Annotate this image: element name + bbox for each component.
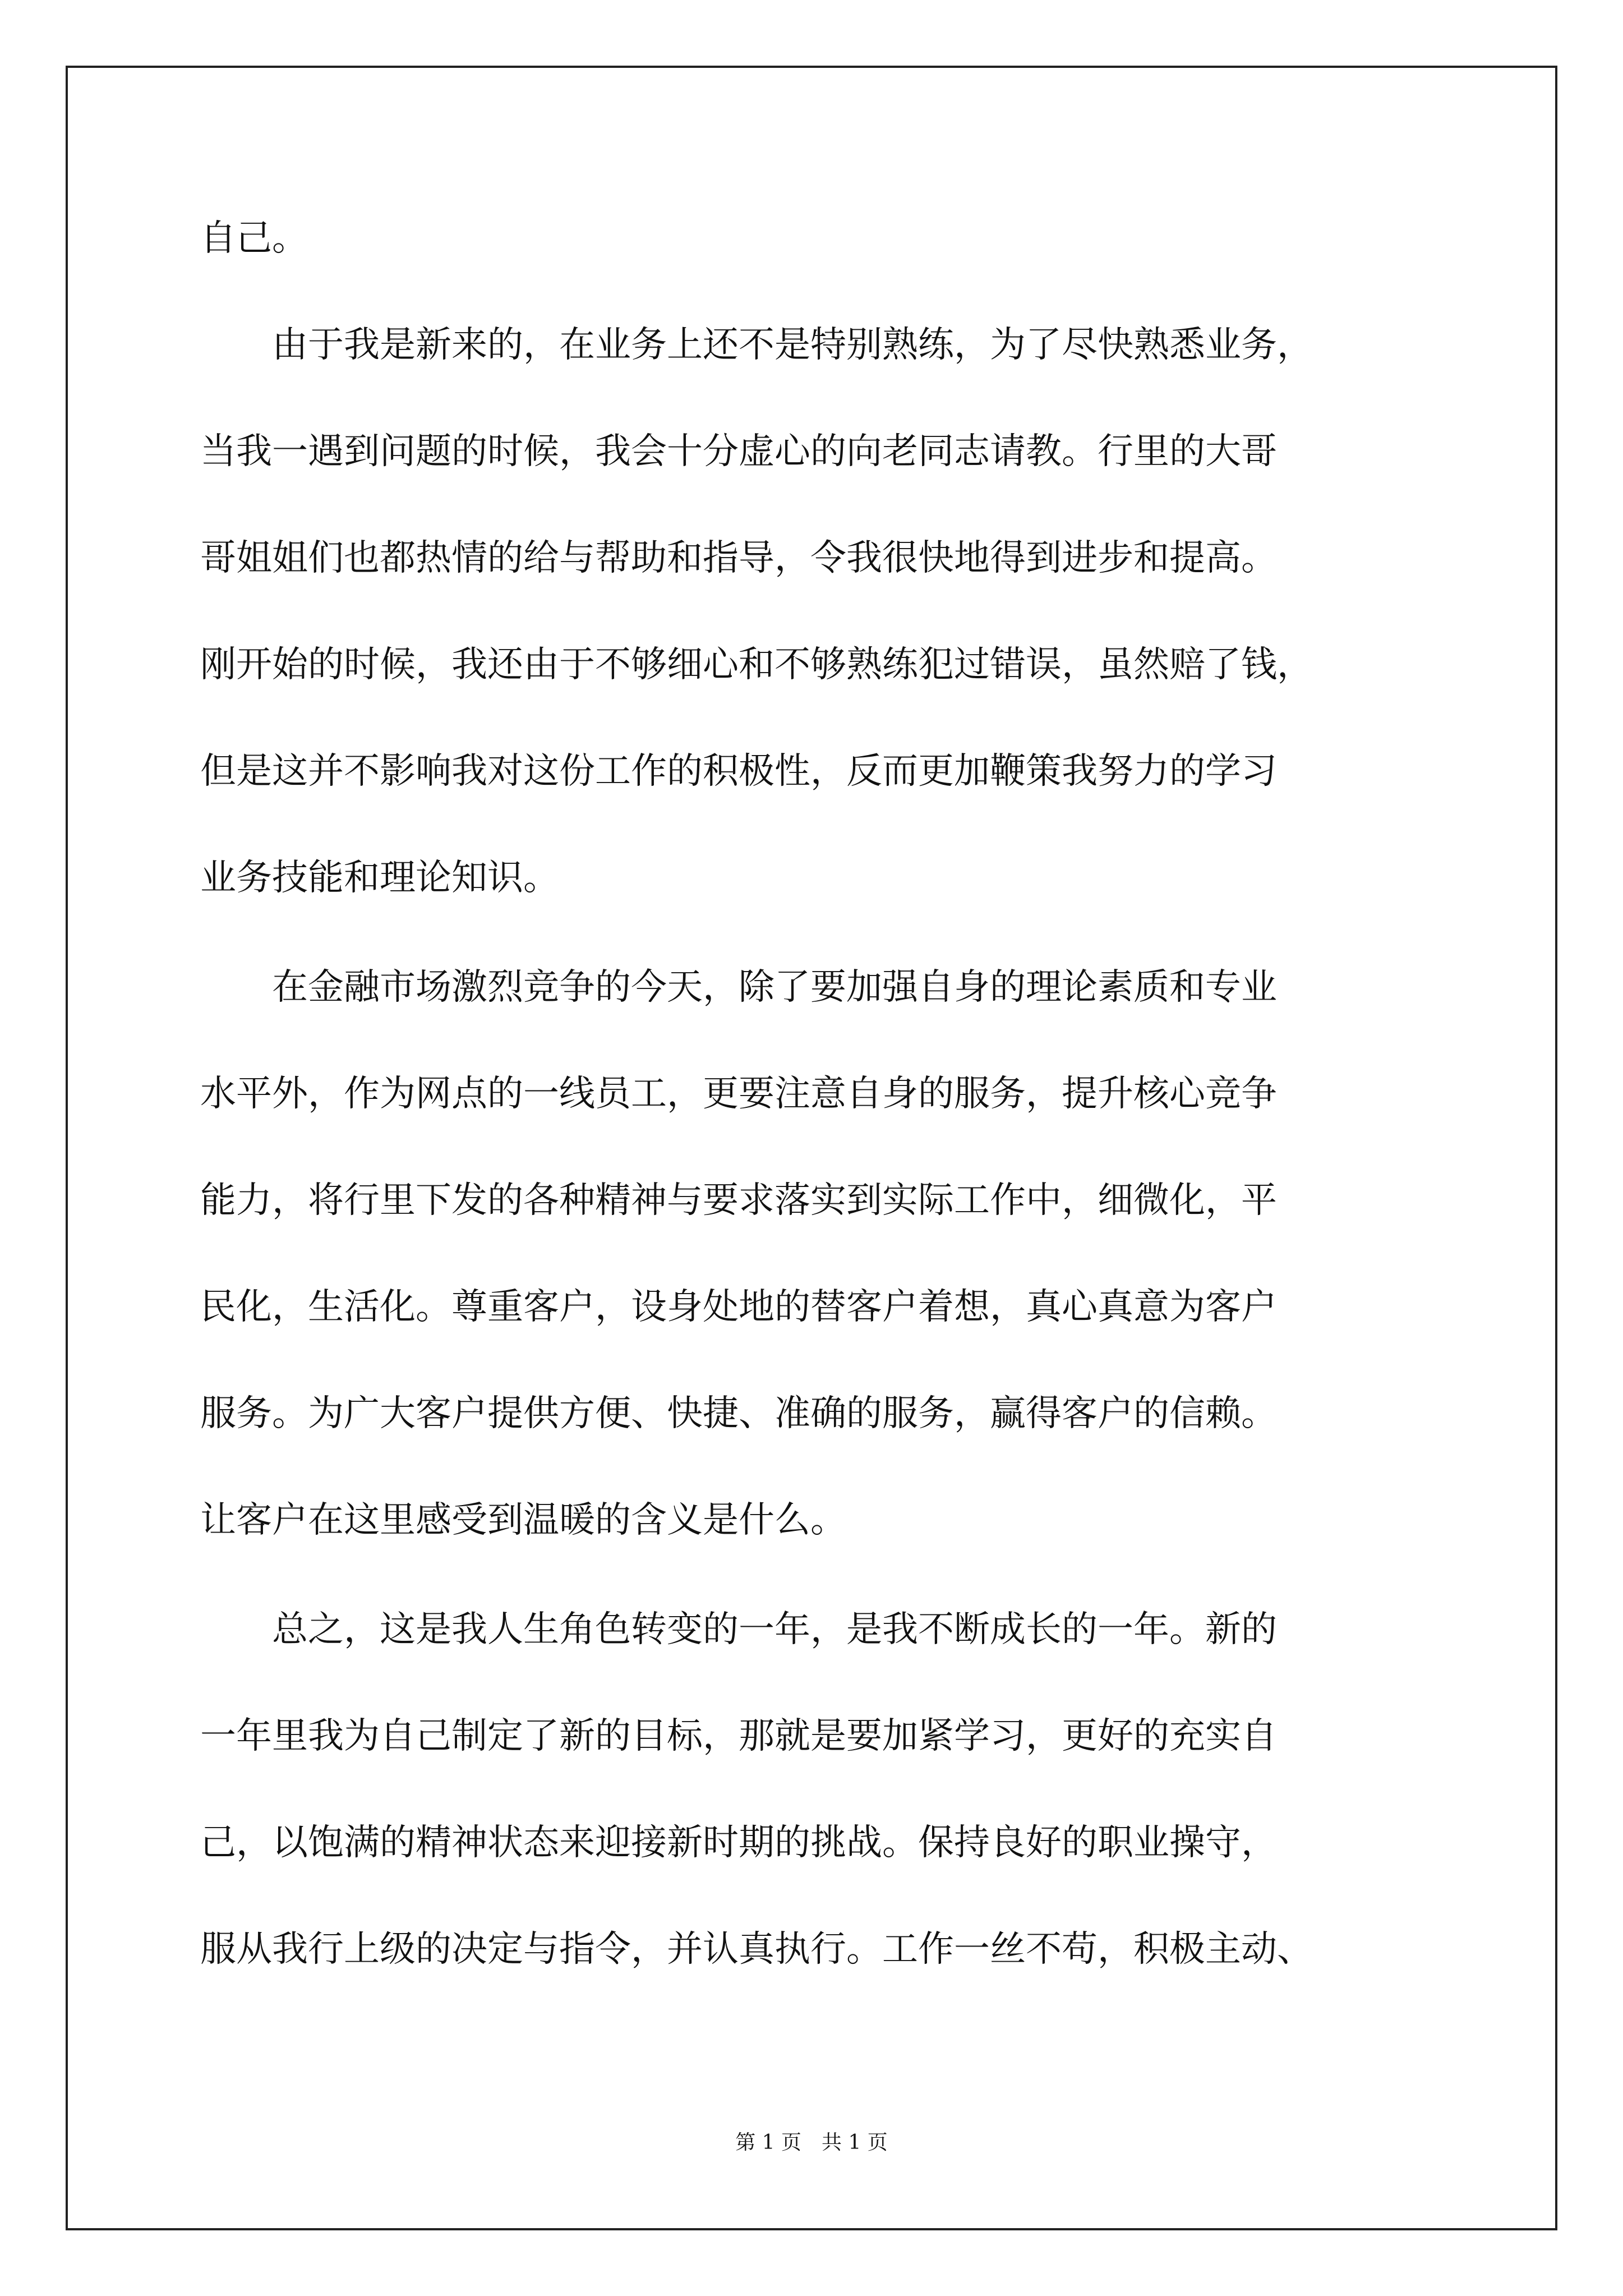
body-text-line: 能力，将行里下发的各种精神与要求落实到实际工作中，细微化，平: [200, 1180, 1277, 1221]
body-text-line: 但是这并不影响我对这份工作的积极性，反而更加鞭策我努力的学习: [200, 751, 1277, 792]
body-text-line: 服务。为广大客户提供方便、快捷、准确的服务，赢得客户的信赖。: [200, 1393, 1277, 1434]
body-text-line: 民化，生活化。尊重客户，设身处地的替客户着想，真心真意为客户: [200, 1286, 1277, 1328]
body-text-line: 当我一遇到问题的时候，我会十分虚心的向老同志请教。行里的大哥: [200, 431, 1277, 472]
body-text-line: 哥姐姐们也都热情的给与帮助和指导，令我很快地得到进步和提高。: [200, 537, 1277, 579]
body-text-line: 总之，这是我人生角色转变的一年，是我不断成长的一年。新的: [200, 1609, 1277, 1650]
body-text-line: 业务技能和理论知识。: [200, 857, 559, 899]
body-text-line: 让客户在这里感受到温暖的含义是什么。: [200, 1499, 846, 1541]
page-border: [66, 66, 1557, 2230]
body-text-line: 服从我行上级的决定与指令，并认真执行。工作一丝不苟，积极主动、: [200, 1929, 1313, 1970]
page-footer: 第 1 页 共 1 页: [735, 2131, 888, 2154]
body-text-line: 由于我是新来的，在业务上还不是特别熟练，为了尽快熟悉业务，: [200, 324, 1313, 366]
body-text-line: 自己。: [200, 218, 308, 259]
body-text-line: 水平外，作为网点的一线员工，更要注意自身的服务，提升核心竞争: [200, 1073, 1277, 1115]
body-text-line: 一年里我为自己制定了新的目标，那就是要加紧学习，更好的充实自: [200, 1715, 1277, 1757]
body-text-line: 己，以饱满的精神状态来迎接新时期的挑战。保持良好的职业操守，: [200, 1822, 1277, 1864]
body-text-line: 在金融市场激烈竞争的今天，除了要加强自身的理论素质和专业: [200, 967, 1277, 1008]
body-text-line: 刚开始的时候，我还由于不够细心和不够熟练犯过错误，虽然赔了钱，: [200, 644, 1313, 685]
